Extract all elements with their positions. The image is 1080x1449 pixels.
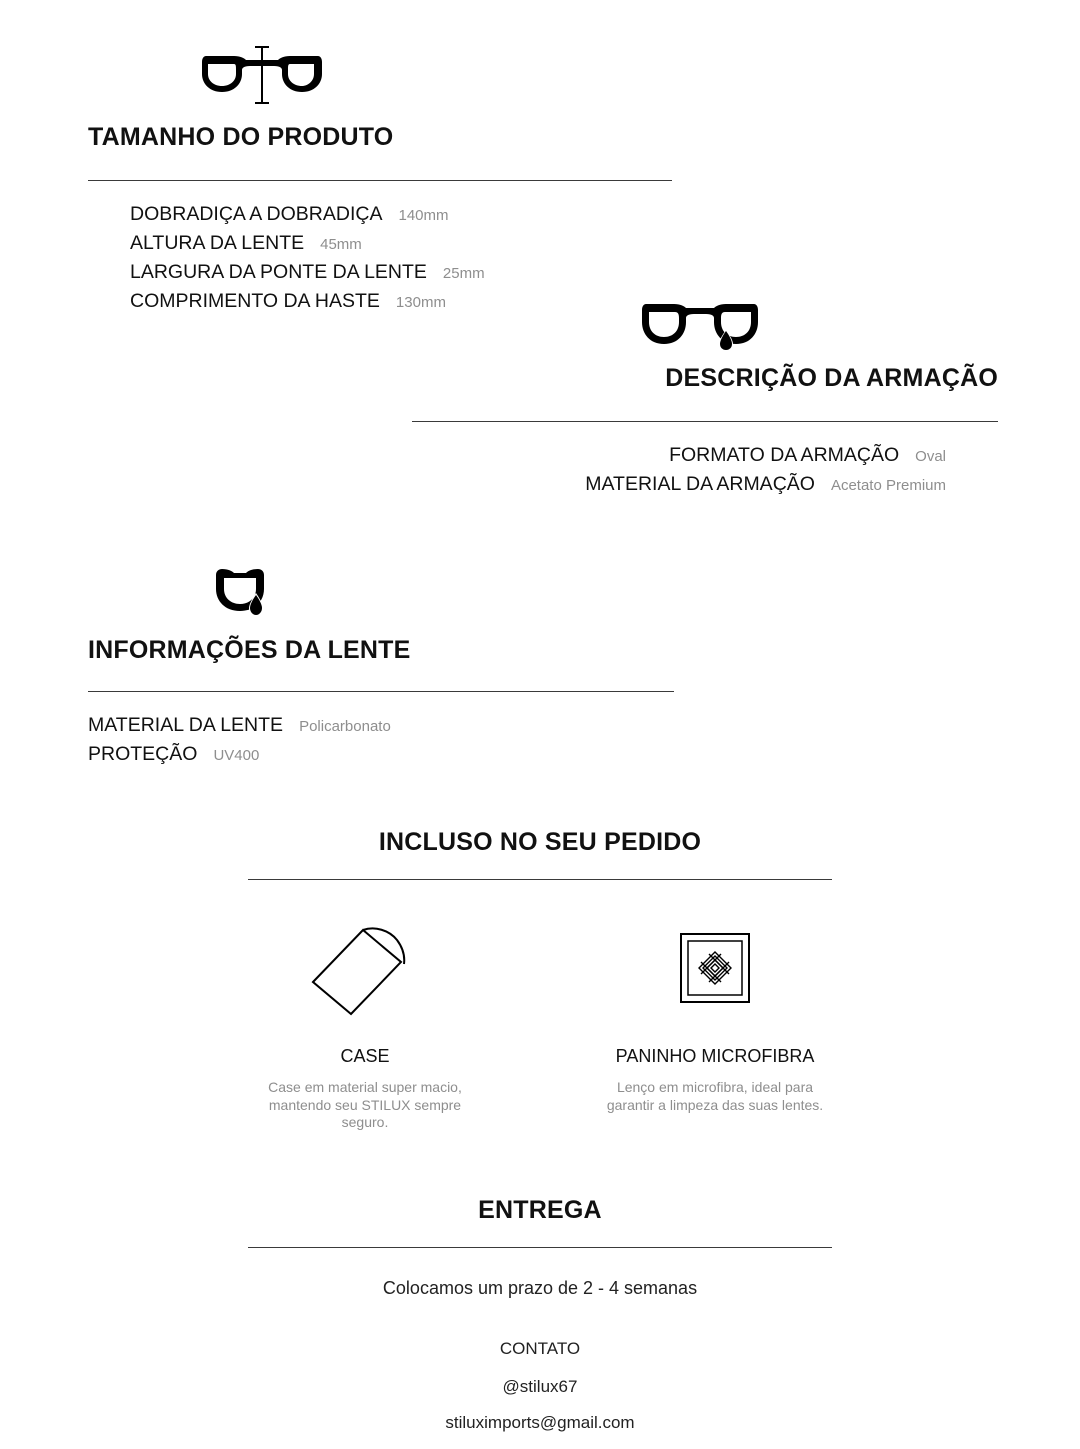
spec-row bbox=[398, 473, 946, 496]
list-item bbox=[249, 916, 481, 1132]
divider bbox=[88, 180, 672, 181]
case-icon bbox=[249, 916, 481, 1020]
divider bbox=[248, 1247, 832, 1248]
included-items-section bbox=[248, 828, 832, 1132]
lens-information-section bbox=[88, 565, 688, 772]
spec-label: LARGURA DA PONTE DA LENTE bbox=[130, 261, 427, 283]
section-title: DESCRIÇÃO DA ARMAÇÃO bbox=[665, 364, 998, 392]
frame-description-section bbox=[398, 300, 998, 502]
spec-label: ALTURA DA LENTE bbox=[130, 232, 305, 254]
spec-label: MATERIAL DA LENTE bbox=[88, 714, 284, 736]
divider bbox=[88, 691, 674, 692]
spec-value: Oval bbox=[915, 448, 946, 465]
item-title: CASE bbox=[340, 1046, 390, 1066]
spec-value: 130mm bbox=[395, 294, 446, 311]
contact-email[interactable]: stiluximports@gmail.com bbox=[445, 1413, 635, 1432]
spec-label: MATERIAL DA ARMAÇÃO bbox=[585, 473, 815, 495]
microfiber-cloth-icon bbox=[599, 916, 831, 1020]
eyeglasses-drop-icon bbox=[398, 300, 878, 352]
spec-value: 140mm bbox=[398, 207, 449, 224]
spec-value: Acetato Premium bbox=[830, 477, 946, 494]
divider bbox=[412, 421, 998, 422]
delivery-section bbox=[248, 1196, 832, 1449]
spec-value: UV400 bbox=[213, 747, 260, 764]
section-title: INFORMAÇÕES DA LENTE bbox=[88, 636, 411, 664]
item-description: Lenço em microfibra, ideal para garantir a limpeza das suas lentes. bbox=[606, 1079, 824, 1113]
divider bbox=[248, 879, 832, 880]
spec-value: Policarbonato bbox=[299, 718, 391, 735]
section-title: INCLUSO NO SEU PEDIDO bbox=[378, 828, 702, 856]
spec-value: 25mm bbox=[442, 265, 485, 282]
section-title: ENTREGA bbox=[478, 1196, 602, 1224]
spec-value: 45mm bbox=[320, 236, 362, 253]
spec-row bbox=[88, 743, 688, 766]
frame-spec-list bbox=[398, 444, 998, 496]
product-size-section bbox=[88, 40, 688, 319]
spec-row bbox=[130, 261, 688, 284]
contact-title: CONTATO bbox=[499, 1339, 581, 1358]
spec-row bbox=[88, 714, 688, 737]
spec-row bbox=[130, 232, 688, 255]
item-description: Case em material super macio, mantendo seu STILUX sempre seguro. bbox=[268, 1079, 462, 1130]
size-spec-list bbox=[88, 203, 688, 313]
spec-label: COMPRIMENTO DA HASTE bbox=[130, 290, 380, 312]
lens-drop-icon bbox=[216, 565, 688, 622]
eyeglasses-width-icon bbox=[200, 40, 688, 109]
spec-row bbox=[398, 444, 946, 467]
lens-spec-list bbox=[88, 714, 688, 766]
spec-label: DOBRADIÇA A DOBRADIÇA bbox=[130, 203, 383, 225]
delivery-text: Colocamos um prazo de 2 - 4 semanas bbox=[382, 1278, 698, 1298]
instagram-handle[interactable]: @stilux67 bbox=[502, 1377, 578, 1396]
spec-label: FORMATO DA ARMAÇÃO bbox=[669, 444, 900, 466]
page-title: TAMANHO DO PRODUTO bbox=[88, 123, 394, 151]
spec-label: PROTEÇÃO bbox=[88, 743, 198, 765]
list-item bbox=[599, 916, 831, 1132]
included-items-list bbox=[248, 916, 832, 1132]
spec-row bbox=[130, 203, 688, 226]
item-title: PANINHO MICROFIBRA bbox=[615, 1046, 815, 1066]
